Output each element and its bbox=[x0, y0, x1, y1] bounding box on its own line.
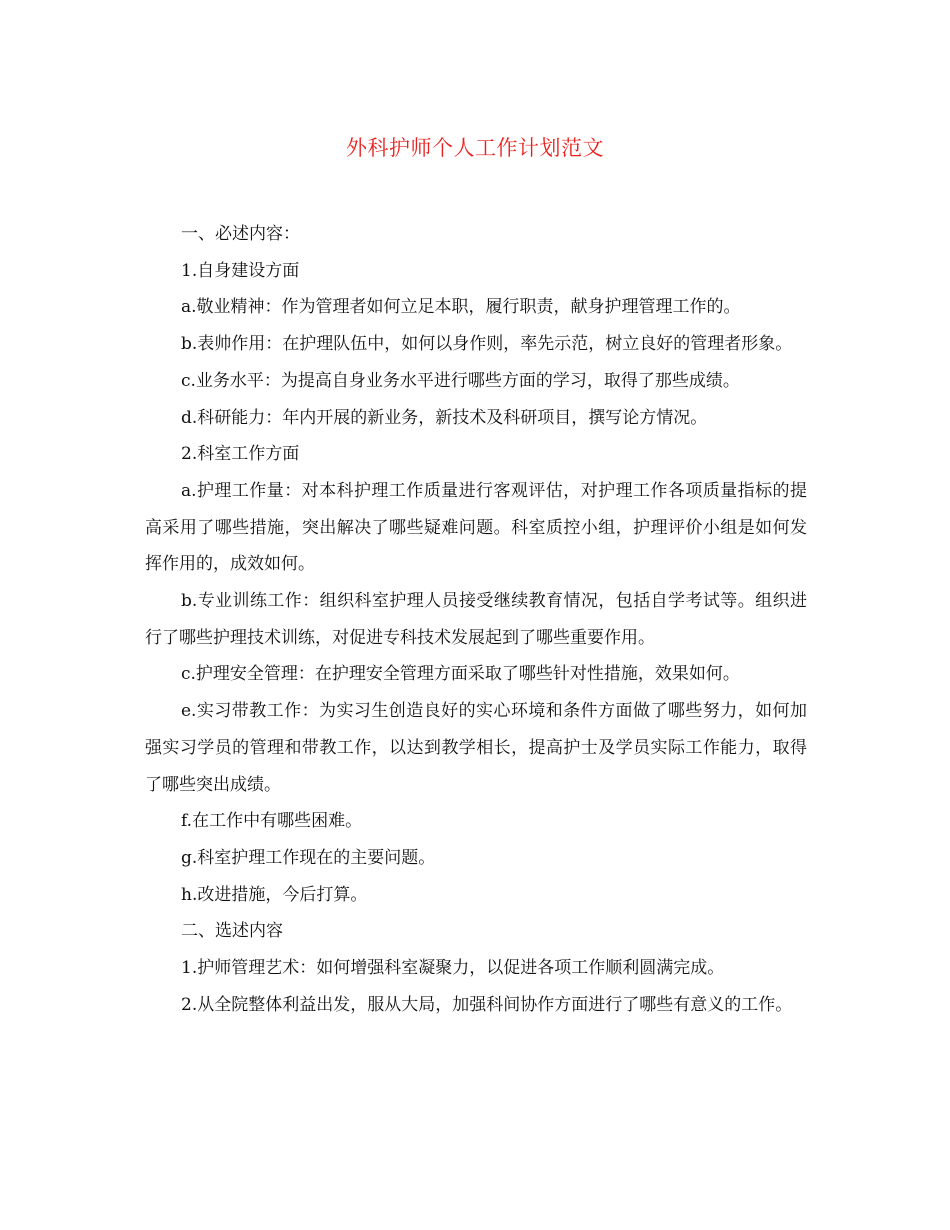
subsection-department-work: 2.科室工作方面 bbox=[181, 444, 300, 465]
item-improvement-plans: h.改进措施，今后打算。 bbox=[181, 884, 368, 905]
section-heading-optional: 二、选述内容 bbox=[181, 921, 283, 942]
item-research-ability: d.科研能力：年内开展的新业务，新技术及科研项目，撰写论方情况。 bbox=[181, 407, 708, 428]
subsection-self-building: 1.自身建设方面 bbox=[181, 260, 300, 281]
item-professional-level: c.业务水平：为提高自身业务水平进行哪些方面的学习，取得了那些成绩。 bbox=[181, 370, 740, 391]
item-internship-teaching: e.实习带教工作：为实习生创造良好的实心环境和条件方面做了哪些努力，如何加强实习学员的管理和带教工作，以达到教学相长，提高护士及学员实际工作能力，取得了哪些突出成绩。 bbox=[145, 701, 807, 795]
document-title: 外科护师个人工作计划范文 bbox=[346, 136, 604, 160]
document-body bbox=[145, 216, 807, 1023]
item-leadership-example: b.表帅作用：在护理队伍中，如何以身作则，率先示范，树立良好的管理者形象。 bbox=[181, 334, 793, 355]
item-professional-training: b.专业训练工作：组织科室护理人员接受继续教育情况，包括自学考试等。组织进行了哪些护理技术训练，对促进专科技术发展起到了哪些重要作用。 bbox=[145, 591, 807, 648]
item-dedication: a.敬业精神：作为管理者如何立足本职，履行职责，献身护理管理工作的。 bbox=[181, 297, 741, 318]
section-heading-required: 一、必述内容： bbox=[181, 224, 300, 244]
item-safety-management: c.护理安全管理：在护理安全管理方面采取了哪些针对性措施，效果如何。 bbox=[181, 664, 740, 685]
item-management-art: 1.护师管理艺术：如何增强科室凝聚力，以促进各项工作顺利圆满完成。 bbox=[181, 958, 725, 979]
item-main-problems: g.科室护理工作现在的主要问题。 bbox=[181, 847, 436, 868]
item-difficulties: f.在工作中有哪些困难。 bbox=[181, 811, 363, 832]
item-interdepartment-cooperation: 2.从全院整体利益出发，服从大局，加强科间协作方面进行了哪些有意义的工作。 bbox=[181, 994, 793, 1015]
item-nursing-workload: a.护理工作量：对本科护理工作质量进行客观评估，对护理工作各项质量指标的提高采用了哪些措施，突出解决了哪些疑难问题。科室质控小组，护理评价小组是如何发挥作用的，成效如何。 bbox=[145, 480, 807, 575]
